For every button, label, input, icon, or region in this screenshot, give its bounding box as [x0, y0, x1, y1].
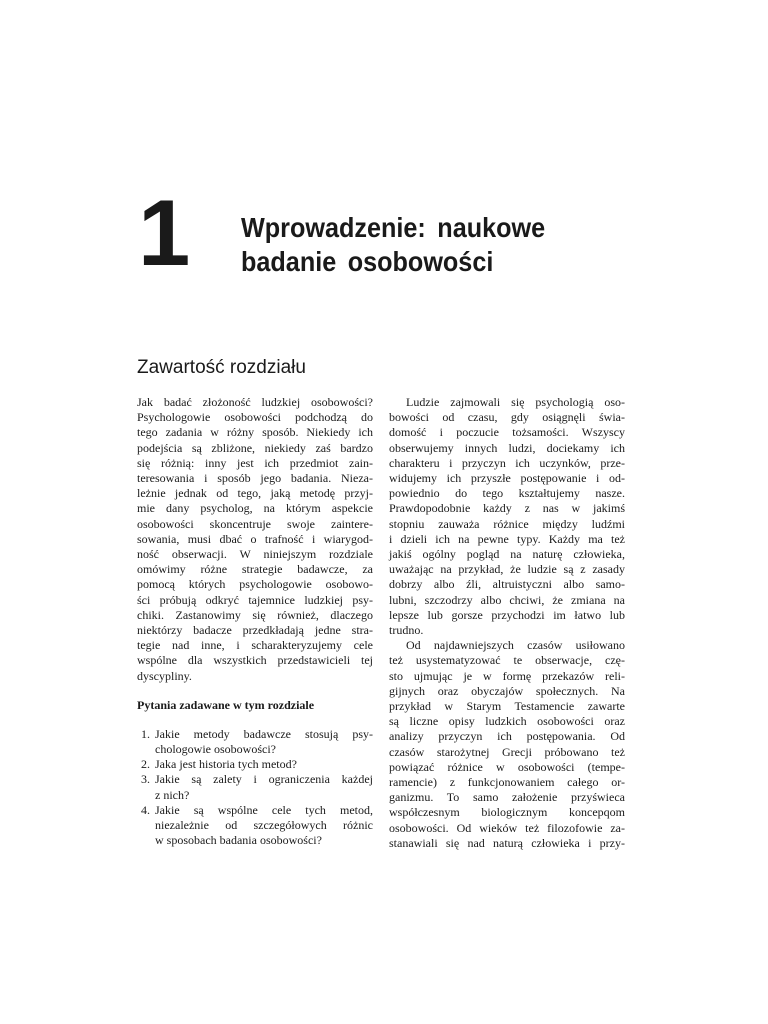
text-line: Jakie są zalety i ograniczenia każdej	[155, 772, 373, 787]
text-line: gijnych oraz obyczajów społecznych. Na	[389, 683, 625, 698]
text-line: niezależnie od szczegółowych różnic	[155, 818, 373, 833]
text-line: Ludzie zajmowali się psychologią oso-	[406, 395, 625, 409]
text-line: analizy przyczyn ich postępowania. Od	[389, 729, 625, 744]
question-text	[155, 772, 373, 802]
question-number: 1.	[141, 726, 150, 741]
text-line: się różnią: inny jest ich przedmiot zain-	[137, 455, 373, 470]
chapter-title-line: badanie osobowości	[241, 246, 494, 277]
text-line: ści próbują odkryć tajemnice ludzkiej psy-	[137, 592, 373, 607]
questions-heading: Pytania zadawane w tym rozdziale	[137, 697, 315, 712]
text-line: niektórzy badacze przedkładają jedne stra-	[137, 623, 373, 638]
text-line: stopniu zauważa różnice między ludźmi	[389, 516, 625, 531]
text-line: Psychologowie osobowości podchodzą do	[137, 410, 373, 425]
left-column	[137, 395, 373, 848]
text-line: bowości od czasu, gdy osiągnęli świa-	[389, 410, 625, 425]
right-column	[389, 395, 625, 851]
text-line: mie dany psycholog, na którym aspekcie	[137, 501, 373, 516]
body-paragraph	[389, 395, 625, 638]
text-line: Jaka jest historia tych metod?	[155, 757, 297, 772]
intro-paragraph	[137, 395, 373, 684]
text-line: Jakie metody badawcze stosują psy-	[155, 726, 373, 741]
text-line: domość i poczucie tożsamości. Wszyscy	[389, 425, 625, 440]
text-line: w sposobach badania osobowości?	[155, 833, 322, 848]
text-line: osobowości. Od wieków też filozofowie za-	[389, 820, 625, 835]
text-line: też usystematyzować te obserwacje, czę-	[389, 653, 625, 668]
text-line: czasów starożytnej Grecji próbowano też	[389, 744, 625, 759]
question-number: 4.	[141, 802, 150, 817]
text-line: podejścia są zbliżone, niekiedy zaś bardzo	[137, 440, 373, 455]
question-item	[137, 757, 373, 772]
text-line: jakiś ogólny pogląd na naturę człowieka,	[389, 547, 625, 562]
question-item	[137, 803, 373, 849]
text-line: charakteru i przyczyn ich uczynków, prze-	[389, 455, 625, 470]
question-item	[137, 772, 373, 802]
text-line: są liczne opisy ludzkich osobowości oraz	[389, 714, 625, 729]
text-line: z nich?	[155, 787, 190, 802]
text-line: współczesnym biologicznym koncepqom	[389, 805, 625, 820]
text-line: obserwujemy innych ludzi, dociekamy ich	[389, 440, 625, 455]
text-line: leżnie jednak od tego, jaką metodę przyj-	[137, 486, 373, 501]
text-line: Od najdawniejszych czasów usiłowano	[406, 638, 625, 653]
question-number: 3.	[141, 772, 150, 787]
text-line: Jakie są wspólne cele tych metod,	[155, 802, 373, 817]
chapter-number: 1	[138, 180, 189, 285]
text-line: Prawdopodobnie każdy z nas w jakimś	[389, 501, 625, 516]
text-line: pomocą których psychologowie osobowo-	[137, 577, 373, 592]
text-line: dyscypliny.	[137, 668, 192, 683]
text-line: lepsze lub gorsze przychodzi im łatwo lub	[389, 607, 625, 622]
text-line: wspólne dla wszystkich przedstawicieli tej	[137, 653, 373, 668]
body-paragraph	[389, 638, 625, 851]
question-item	[137, 727, 373, 757]
text-line: ność obserwacji. W niniejszym rozdziale	[137, 547, 373, 562]
text-line: tegie nad inne, i scharakteryzujemy cele	[137, 638, 373, 653]
text-line: i dzieli ich na pewne typy. Każdy ma też	[389, 531, 625, 546]
text-line: widujemy ich przyszłe postępowanie i od-	[389, 471, 625, 486]
text-line: omówimy różne strategie badawcze, za	[137, 562, 373, 577]
text-line: teresowania i sposób jego badania. Nieza-	[137, 471, 373, 486]
text-line: chologowie osobowości?	[155, 742, 276, 757]
text-line: sowania, musi dbać o trafność i wiarygod-	[137, 531, 373, 546]
text-line: powiednio do tego kształtujemy nasze.	[389, 486, 625, 501]
text-line: chiki. Zastanowimy się również, dlaczego	[137, 607, 373, 622]
text-line: powiązać różnice w osobowości (tempe-	[389, 759, 625, 774]
question-text	[155, 727, 373, 757]
text-line: tego zadania w różny sposób. Niekiedy ich	[137, 425, 373, 440]
chapter-title-line: Wprowadzenie: naukowe	[241, 212, 546, 243]
question-number: 2.	[141, 757, 150, 772]
chapter-title	[241, 211, 565, 279]
text-line: stanawiali się nad naturą człowieka i przy-	[389, 835, 625, 850]
text-line: dobrzy albo źli, altruistyczni albo samo-	[389, 577, 625, 592]
text-line: uważając na przykład, że ludzie są z zasady	[389, 562, 625, 577]
text-line: przykład w Starym Testamencie zawarte	[389, 699, 625, 714]
text-line: osobowości skoncentruje swoje zaintere-	[137, 516, 373, 531]
text-line: sto ujmując je w formę przekazów reli-	[389, 668, 625, 683]
text-line: Jak badać złożoność ludzkiej osobowości?	[137, 395, 373, 409]
question-text	[155, 757, 373, 772]
text-line: trudno.	[389, 623, 424, 638]
questions-list	[137, 727, 373, 849]
question-text	[155, 803, 373, 849]
section-heading: Zawartość rozdziału	[137, 357, 306, 378]
text-line: lubni, szczodrzy albo chciwi, że zmiana na	[389, 592, 625, 607]
text-line: ganizmu. To samo założenie przyświeca	[389, 790, 625, 805]
text-line: ramencie) z funkcjonowaniem całego or-	[389, 775, 625, 790]
